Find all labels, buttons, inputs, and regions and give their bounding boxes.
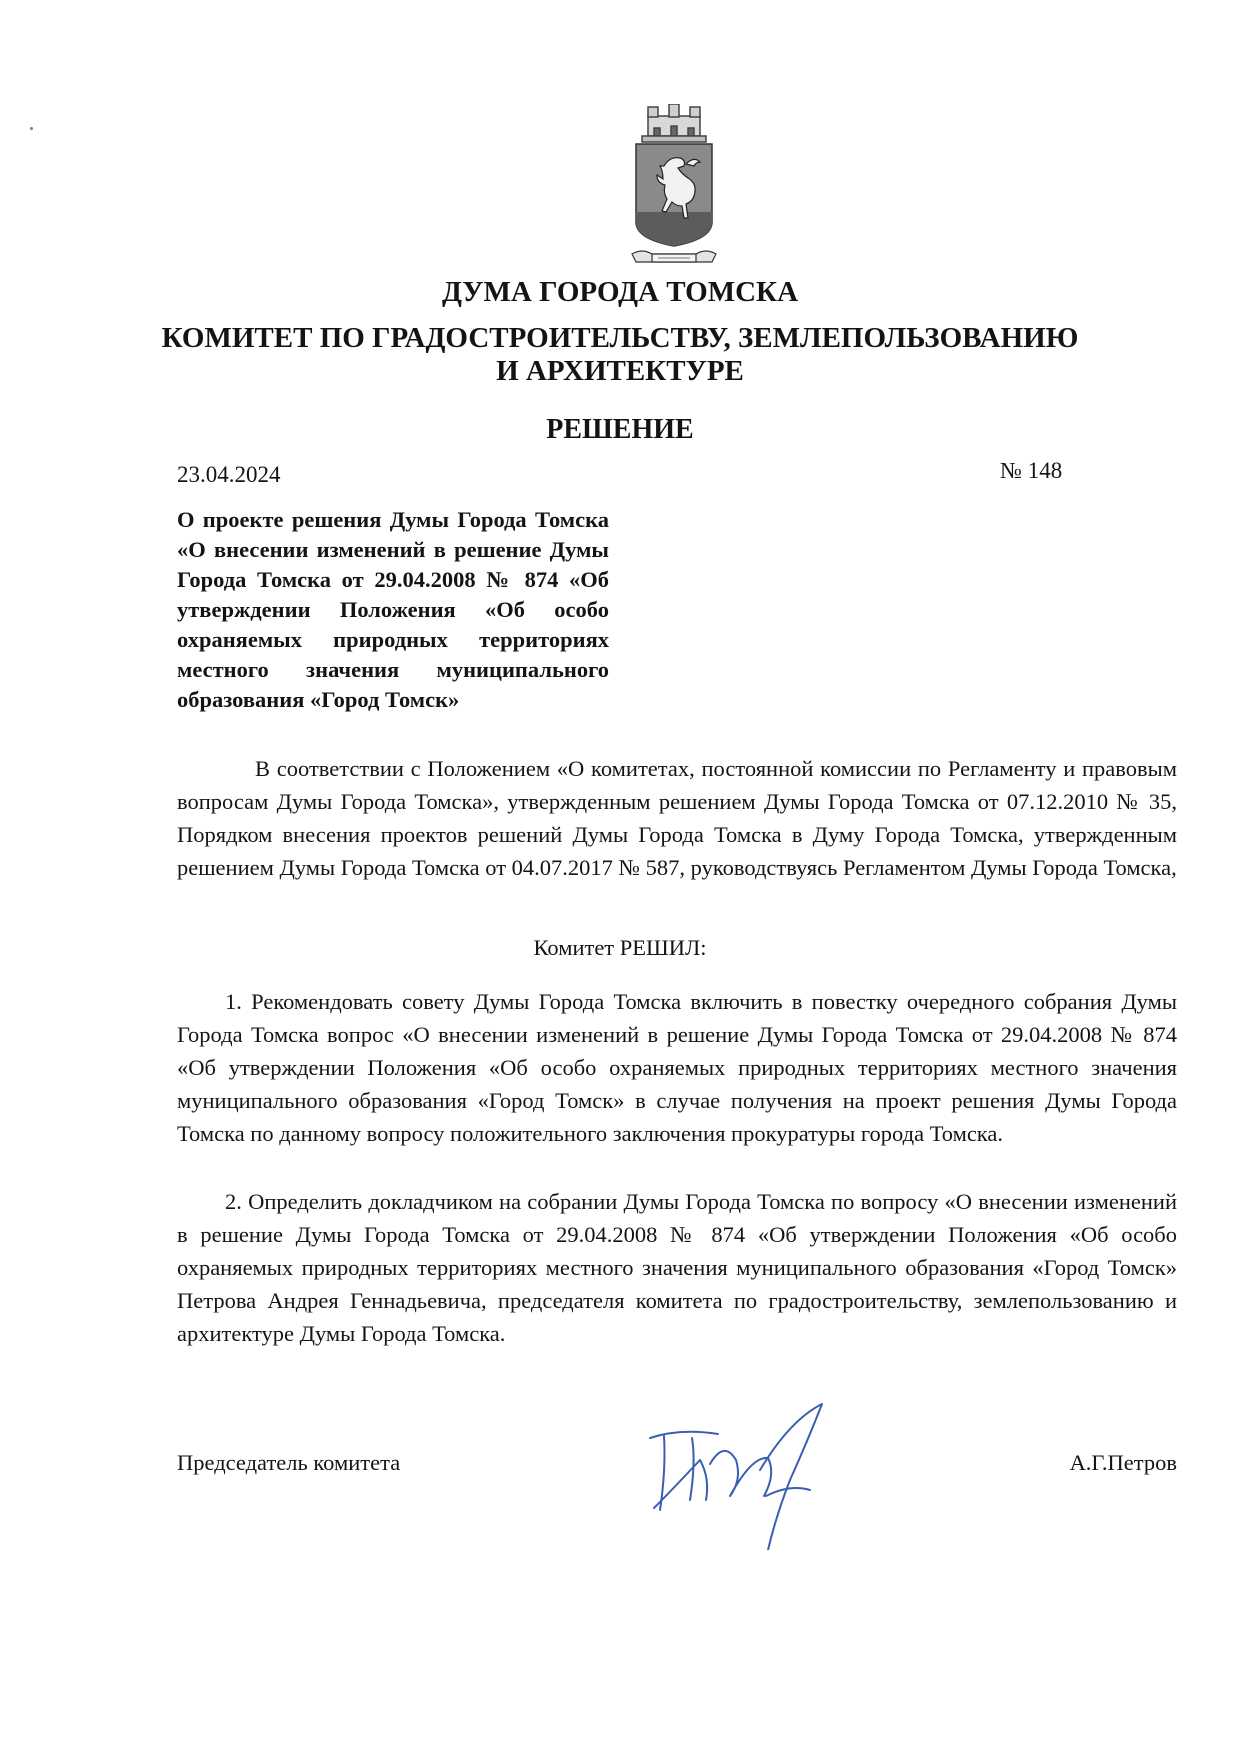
signatory-name: А.Г.Петров xyxy=(1069,1450,1177,1475)
committee-title-line1: КОМИТЕТ ПО ГРАДОСТРОИТЕЛЬСТВУ, ЗЕМЛЕПОЛЬЗОВАНИЮ xyxy=(161,322,1079,354)
document-type: РЕШЕНИЕ xyxy=(546,414,694,445)
decision-item-1: 1. Рекомендовать совету Думы Города Томска включить в повестку очередного собрания Думы Города Томска вопрос «О внесении изменений в решение Думы Города Томска от 29.04.2008 № 874 «Об утверждении Положения «Об особо охраняемых природных территориях местного значения муниципального образования «Город Томск» в случае получения на проект решения Думы Города Томска по данному вопросу положительного заключения прокуратуры города Томска. xyxy=(177,989,1177,1146)
organization-title: ДУМА ГОРОДА ТОМСКА xyxy=(441,276,799,308)
committee-title-line2: И АРХИТЕКТУРЕ xyxy=(496,355,744,387)
signatory-position: Председатель комитета xyxy=(177,1450,401,1475)
document-date: 23.04.2024 xyxy=(177,462,281,487)
handwritten-signature-icon xyxy=(640,1400,870,1550)
committee-title xyxy=(0,322,1240,388)
scan-speck xyxy=(30,127,33,130)
document-number: № 148 xyxy=(1000,458,1063,483)
decision-heading: Комитет РЕШИЛ: xyxy=(533,935,707,960)
coat-of-arms-icon xyxy=(624,104,724,274)
decision-item-2: 2. Определить докладчиком на собрании Думы Города Томска по вопросу «О внесении изменений в решение Думы Города Томска от 29.04.2008 № 874 «Об утверждении Положения «Об особо охраняемых природных территориях местного значения муниципального образования «Город Томск» Петрова Андрея Геннадьевича, председателя комитета по градостроительству, землепользованию и архитектуре Думы Города Томска. xyxy=(177,1189,1177,1346)
document-subject: О проекте решения Думы Города Томска «О внесении изменений в решение Думы Города Томска от 29.04.2008 № 874 «Об утверждении Положения «Об особо охраняемых природных территориях местного значения муниципального образования «Город Томск» xyxy=(177,507,609,712)
intro-paragraph: В соответствии с Положением «О комитетах, постоянной комиссии по Регламенту и правовым вопросам Думы Города Томска», утвержденным решением Думы Города Томска от 07.12.2010 № 35, Порядком внесения проектов решений Думы Города Томска в Думу Города Томска, утвержденным решением Думы Города Томска от 04.07.2017 № 587, руководствуясь Регламентом Думы Города Томска, xyxy=(177,756,1177,880)
